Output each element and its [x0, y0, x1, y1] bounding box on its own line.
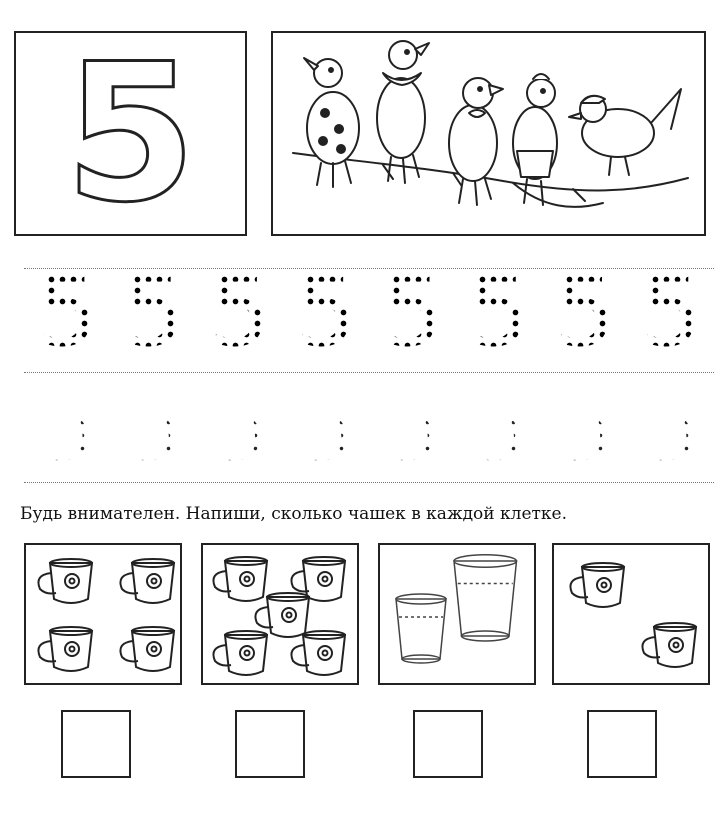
- bird-5: [569, 89, 681, 175]
- trace-digit[interactable]: 5: [24, 263, 110, 361]
- trace-digit[interactable]: 5: [628, 263, 714, 361]
- trace-digit[interactable]: 5: [628, 377, 714, 475]
- trace-digit[interactable]: 5: [283, 377, 369, 475]
- birds-picture-frame: [271, 31, 706, 236]
- answer-box-2[interactable]: [235, 710, 305, 778]
- bird-1: [304, 58, 359, 187]
- cup-box-2: [201, 543, 359, 685]
- cup-box-3: [378, 543, 536, 685]
- bird-3: [449, 78, 503, 205]
- trace-row-bold: [24, 255, 714, 369]
- trace-digit[interactable]: 5: [369, 263, 455, 361]
- trace-digit[interactable]: 5: [110, 377, 196, 475]
- trace-digit[interactable]: 5: [455, 263, 541, 361]
- trace-digit[interactable]: 5: [369, 377, 455, 475]
- trace-digit[interactable]: 5: [542, 377, 628, 475]
- task-instruction: Будь внимателен. Напиши, сколько чашек в каждой клетке.: [20, 504, 567, 524]
- answer-box-4[interactable]: [587, 710, 657, 778]
- cup-box-1: [24, 543, 182, 685]
- trace-digit[interactable]: 5: [24, 377, 110, 475]
- big-digit-five: 5: [64, 22, 197, 244]
- big-digit-frame: [14, 22, 247, 244]
- trace-digit[interactable]: 5: [110, 263, 196, 361]
- trace-rule-bottom: [24, 482, 714, 483]
- trace-digit[interactable]: 5: [283, 263, 369, 361]
- answer-box-3[interactable]: [413, 710, 483, 778]
- bird-2: [377, 41, 429, 183]
- trace-digit[interactable]: 5: [197, 377, 283, 475]
- answer-box-1[interactable]: [61, 710, 131, 778]
- cup-box-4: [552, 543, 710, 685]
- birds-on-branch-illustration: [273, 33, 704, 234]
- trace-digit[interactable]: 5: [542, 263, 628, 361]
- trace-row-light: [24, 369, 714, 483]
- trace-digit[interactable]: 5: [455, 377, 541, 475]
- trace-digit[interactable]: 5: [197, 263, 283, 361]
